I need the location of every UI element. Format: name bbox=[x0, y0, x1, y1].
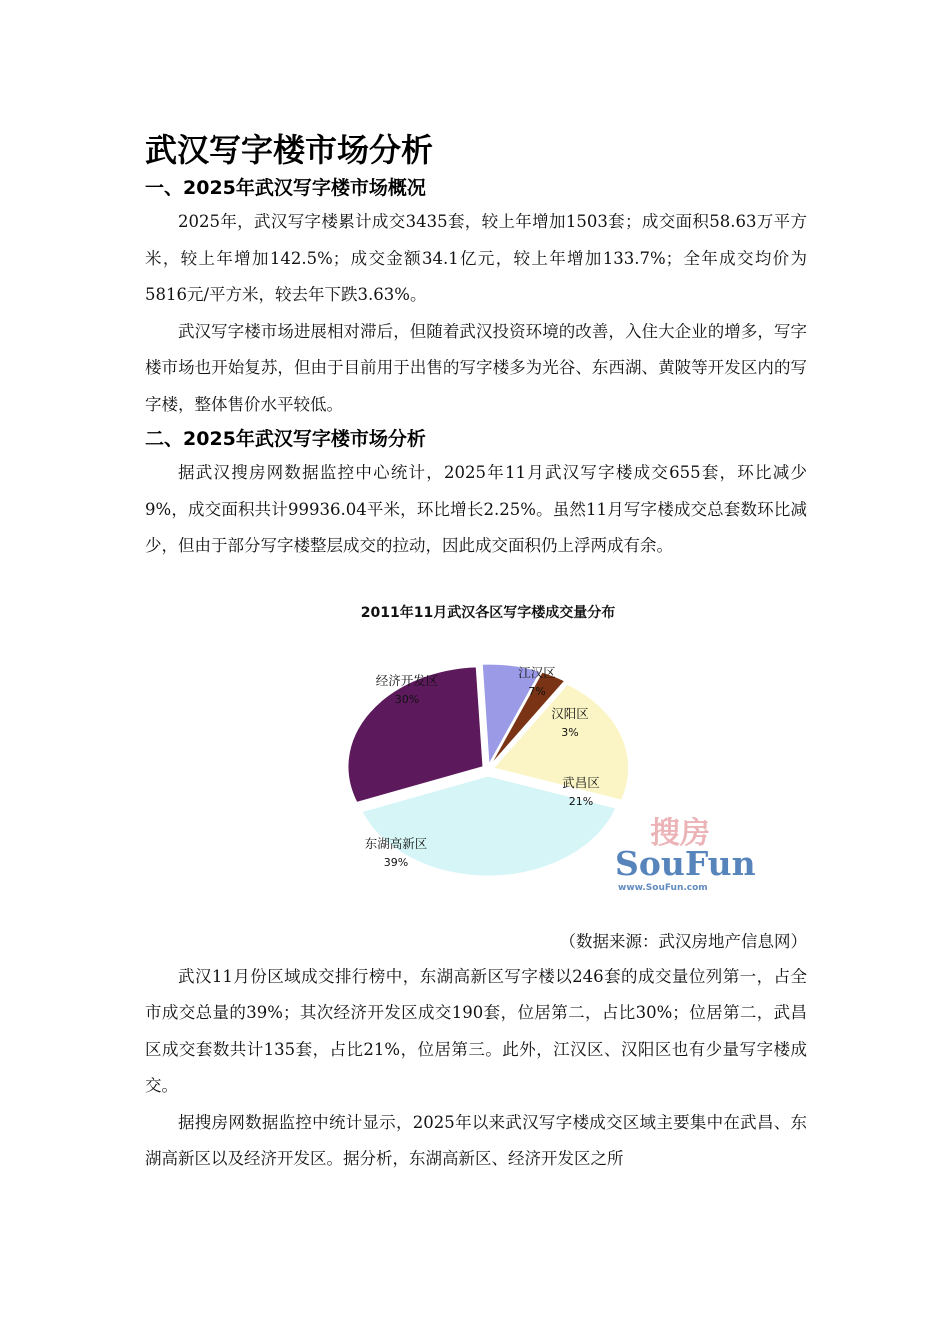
section-2-heading: 二、2025年武汉写字楼市场分析 bbox=[145, 428, 426, 450]
watermark-en-text: SouFun bbox=[615, 843, 756, 883]
pie-label-2: 汉阳区 bbox=[551, 705, 589, 721]
soufun-watermark bbox=[615, 816, 756, 893]
chart-title: 2011年11月武汉各区写字楼成交量分布 bbox=[360, 604, 616, 621]
pie-value-label-1: 7% bbox=[528, 684, 546, 698]
section-1-heading: 一、2025年武汉写字楼市场概况 bbox=[145, 177, 426, 199]
watermark-cn-text: 搜房 bbox=[650, 815, 710, 851]
section-1-paragraph-1: 2025年，武汉写字楼累计成交3435套，较上年增加1503套；成交面积58.63万平方米，较上年增加142.5%；成交金额34.1亿元，较上年增加133.7%；全年成交均价为5816元/平方米，较去年下跌3.63%。 bbox=[145, 212, 807, 304]
pie-value-label-4: 39% bbox=[383, 855, 409, 869]
pie-value-label-2: 3% bbox=[561, 725, 579, 739]
pie-label-1: 江汉区 bbox=[518, 664, 556, 680]
section-2-paragraph-3: 据搜房网数据监控中统计显示，2025年以来武汉写字楼成交区域主要集中在武昌、东湖高新区以及经济开发区。据分析，东湖高新区、经济开发区之所 bbox=[145, 1112, 807, 1168]
pie-label-0: 经济开发区 bbox=[375, 672, 439, 688]
pie-label-3: 武昌区 bbox=[562, 774, 600, 790]
section-1-paragraph-2: 武汉写字楼市场进展相对滞后，但随着武汉投资环境的改善，入住大企业的增多，写字楼市场也开始复苏，但由于目前用于出售的写字楼多为光谷、东西湖、黄陂等开发区内的写字楼，整体售价水平较低。 bbox=[145, 321, 807, 414]
data-source-note: （数据来源：武汉房地产信息网） bbox=[559, 931, 807, 951]
pie-value-label-3: 21% bbox=[568, 794, 594, 808]
pie-chart-figure bbox=[145, 595, 807, 925]
pie-chart bbox=[145, 595, 807, 925]
watermark-url-text: www.SouFun.com bbox=[618, 882, 708, 893]
section-2-paragraph-1: 据武汉搜房网数据监控中心统计，2025年11月武汉写字楼成交655套，环比减少9%，成交面积共计99936.04平米，环比增长2.25%。虽然11月写字楼成交总套数环比减少，但由于部分写字楼整层成交的拉动，因此成交面积仍上浮两成有余。 bbox=[145, 463, 807, 555]
pie-label-4: 东湖高新区 bbox=[364, 835, 428, 851]
document-page bbox=[145, 128, 807, 1178]
document-title: 武汉写字楼市场分析 bbox=[145, 131, 434, 169]
section-2-paragraph-2: 武汉11月份区域成交排行榜中，东湖高新区写字楼以246套的成交量位列第一，占全市成交总量的39%；其次经济开发区成交190套，位居第二，占比30%；位居第二，武昌区成交套数共计135套，占比21%，位居第三。此外，江汉区、汉阳区也有少量写字楼成交。 bbox=[145, 966, 807, 1095]
pie-value-label-0: 30% bbox=[394, 692, 420, 706]
